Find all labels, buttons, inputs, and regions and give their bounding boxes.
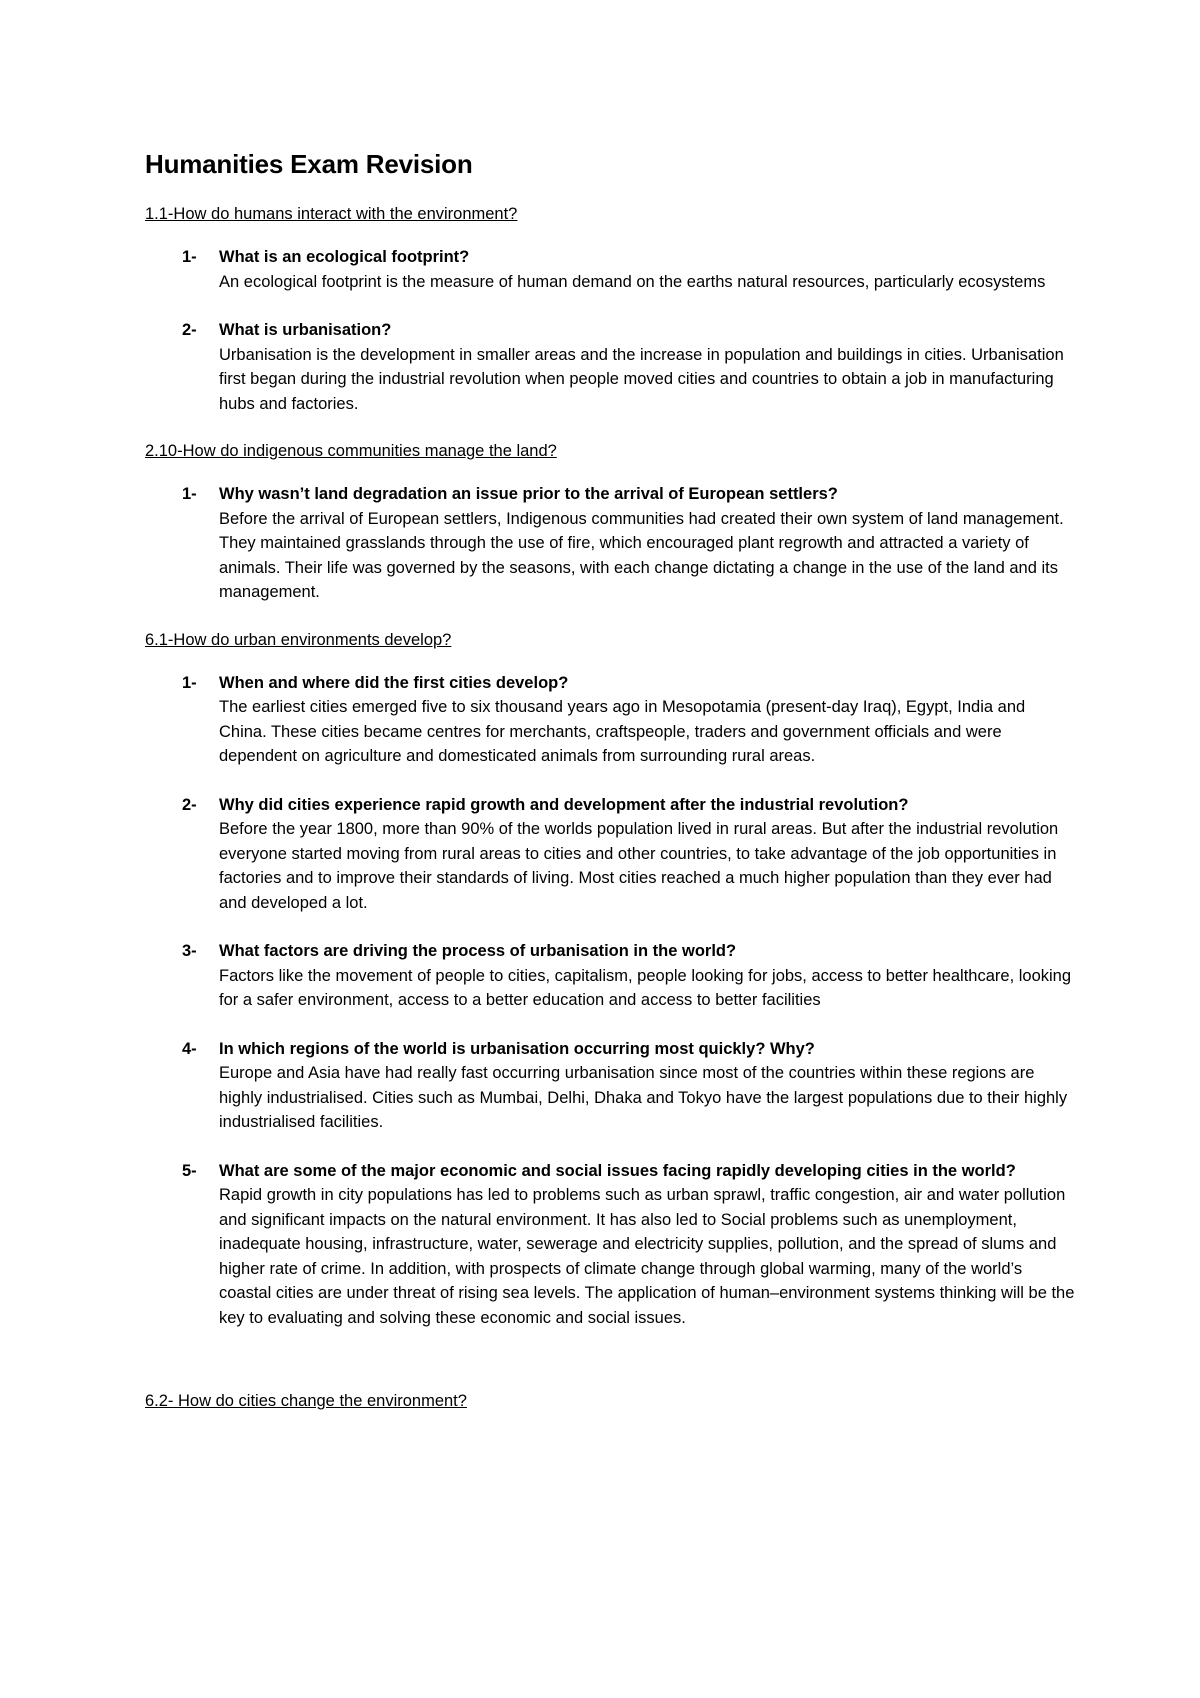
question-body bbox=[219, 1037, 1075, 1135]
question-text: In which regions of the world is urbanisation occurring most quickly? Why? bbox=[219, 1039, 815, 1058]
question-item bbox=[145, 939, 1075, 1013]
document-content bbox=[145, 147, 1075, 1432]
section-6-2 bbox=[145, 1390, 1075, 1412]
answer-text: Before the year 1800, more than 90% of the worlds population lived in rural areas. But after the industrial revolution everyone started moving from rural areas to cities and other countries, to take advantage of the job opportunities in factories and to improve their standards of living. Most cities reached a much higher population than they ever had and developed a lot. bbox=[219, 820, 1059, 912]
section-heading: 6.1-How do urban environments develop? bbox=[145, 630, 452, 649]
question-body bbox=[219, 939, 1075, 1013]
question-body bbox=[219, 245, 1075, 294]
spacer bbox=[145, 1354, 1075, 1390]
question-number: 2- bbox=[182, 321, 197, 339]
section-heading: 1.1-How do humans interact with the environment? bbox=[145, 205, 518, 223]
question-text: Why did cities experience rapid growth and development after the industrial revolution? bbox=[219, 795, 909, 814]
question-number: 1- bbox=[182, 485, 197, 503]
question-item bbox=[145, 482, 1075, 605]
answer-text: The earliest cities emerged five to six thousand years ago in Mesopotamia (present-day Iraq), Egypt, India and China. These cities became centres for merchants, craftspeople, traders and government officials and were dependent on agriculture and domesticated animals from surrounding rural areas. bbox=[219, 698, 1026, 765]
question-item bbox=[145, 1037, 1075, 1135]
question-number: 5- bbox=[182, 1161, 197, 1180]
question-number: 2- bbox=[182, 795, 197, 814]
document-title: Humanities Exam Revision bbox=[145, 149, 473, 179]
answer-text: Rapid growth in city populations has led to problems such as urban sprawl, traffic congestion, air and water pollution and significant impacts on the natural environment. It has also led to Social problems such as unemployment, inadequate housing, infrastructure, water, sewerage and electricity supplies, pollution, and the spread of slums and higher rate of crime. In addition, with prospects of climate change through global warming, many of the world’s coastal cities are under threat of rising sea levels. The application of human–environment systems thinking will be the key to evaluating and solving these economic and social issues. bbox=[219, 1186, 1075, 1327]
answer-text: Europe and Asia have had really fast occurring urbanisation since most of the countries within these regions are highly industrialised. Cities such as Mumbai, Delhi, Dhaka and Tokyo have the largest populations due to their highly industrialised facilities. bbox=[219, 1064, 1068, 1131]
question-text: When and where did the first cities develop? bbox=[219, 673, 569, 692]
section-2-10 bbox=[145, 440, 1075, 605]
question-text: What factors are driving the process of urbanisation in the world? bbox=[219, 942, 737, 960]
section-heading: 2.10-How do indigenous communities manage the land? bbox=[145, 442, 557, 460]
answer-text: Urbanisation is the development in smaller areas and the increase in population and buildings in cities. Urbanisation first began during the industrial revolution when people moved cities and countries to obtain a job in manufacturing hubs and factories. bbox=[219, 345, 1064, 413]
section-6-1 bbox=[145, 629, 1075, 1331]
question-text: Why wasn’t land degradation an issue prior to the arrival of European settlers? bbox=[219, 485, 838, 503]
section-1-1 bbox=[145, 203, 1075, 416]
question-number: 1- bbox=[182, 248, 197, 266]
answer-text: Before the arrival of European settlers, Indigenous communities had created their own system of land management. They maintained grasslands through the use of fire, which encouraged plant regrowth and attracted a variety of animals. Their life was governed by the seasons, with each change dictating a change in the use of the land and its management. bbox=[219, 509, 1064, 601]
answer-text: An ecological footprint is the measure of human demand on the earths natural resources, particularly ecosystems bbox=[219, 272, 1046, 291]
question-body bbox=[219, 1159, 1075, 1331]
question-number: 3- bbox=[182, 942, 197, 960]
question-body bbox=[219, 482, 1075, 605]
question-text: What is an ecological footprint? bbox=[219, 248, 470, 266]
question-number: 4- bbox=[182, 1039, 197, 1058]
question-item bbox=[145, 671, 1075, 769]
question-text: What is urbanisation? bbox=[219, 321, 392, 339]
question-body bbox=[219, 318, 1075, 416]
question-number: 1- bbox=[182, 673, 197, 692]
question-body bbox=[219, 793, 1075, 916]
question-item bbox=[145, 245, 1075, 294]
question-body bbox=[219, 671, 1075, 769]
section-heading: 6.2- How do cities change the environment? bbox=[145, 1392, 467, 1410]
question-text: What are some of the major economic and social issues facing rapidly developing cities in the world? bbox=[219, 1161, 1016, 1180]
answer-text: Factors like the movement of people to cities, capitalism, people looking for jobs, access to better healthcare, looking for a safer environment, access to a better education and access to better facilities bbox=[219, 966, 1072, 1009]
question-item bbox=[145, 1159, 1075, 1331]
question-item bbox=[145, 318, 1075, 416]
question-item bbox=[145, 793, 1075, 916]
